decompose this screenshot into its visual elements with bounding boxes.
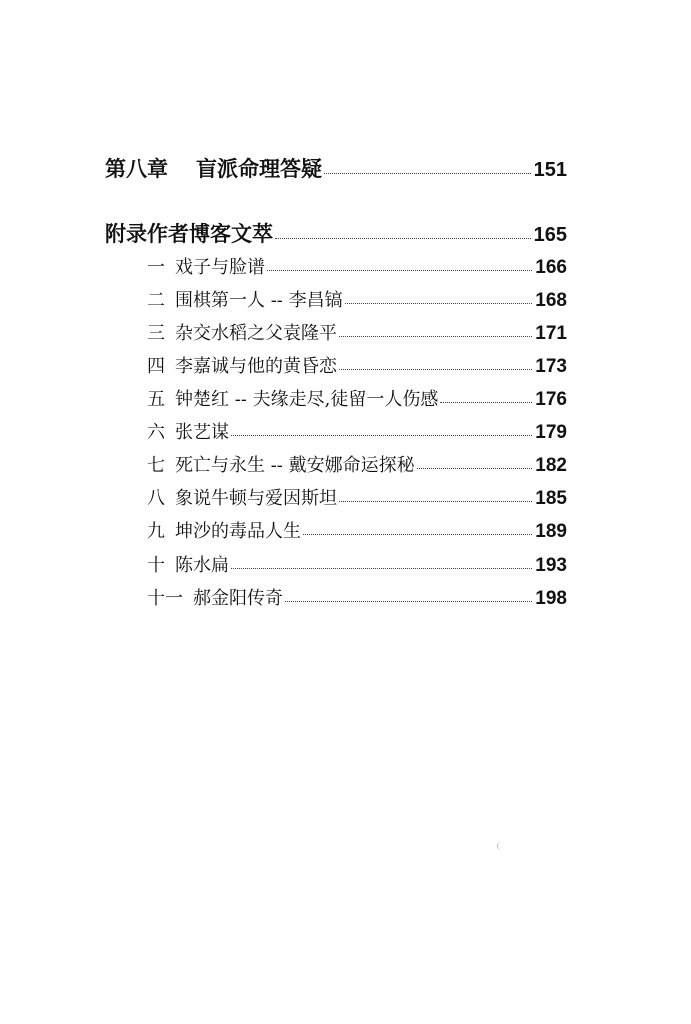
entry-title-group: [147, 352, 337, 378]
entry-title: 象说牛顿与爱因斯坦: [175, 488, 337, 509]
dot-leader: [440, 402, 532, 403]
entry-number: 十: [147, 555, 165, 576]
entry-number: 九: [147, 521, 165, 542]
page-number: 168: [535, 290, 567, 311]
entry-number: 七: [147, 455, 165, 476]
dot-leader: [285, 601, 532, 602]
chapter-number: 第八章: [105, 157, 168, 181]
appendix-title: 附录作者博客文萃: [105, 222, 273, 246]
entry-title: 戏子与脸谱: [175, 257, 265, 278]
chapter-title: 盲派命理答疑: [196, 157, 322, 181]
toc-entry-item[interactable]: [147, 418, 567, 444]
entry-title-group: [147, 319, 337, 345]
toc-entry-item[interactable]: [147, 286, 567, 312]
toc-entry-chapter-eight[interactable]: [105, 153, 567, 183]
entry-title: 杂交水稻之父袁隆平: [175, 323, 337, 344]
page-number: 182: [535, 455, 567, 476]
entry-title: 坤沙的毒品人生: [175, 521, 301, 542]
dot-leader: [324, 173, 531, 174]
page-number: 166: [535, 257, 567, 278]
dot-leader: [275, 238, 531, 239]
entry-title-group: [147, 418, 229, 444]
entry-number: 六: [147, 422, 165, 443]
dot-leader: [339, 501, 532, 502]
toc-entry-item[interactable]: [147, 484, 567, 510]
dot-leader: [339, 369, 532, 370]
toc-entry-item[interactable]: [147, 385, 567, 411]
page-number: 176: [535, 389, 567, 410]
page-number: 173: [535, 356, 567, 377]
dot-leader: [339, 336, 532, 337]
entry-number: 八: [147, 488, 165, 509]
entry-title-group: [147, 584, 283, 610]
entry-number: 十一: [147, 588, 183, 609]
entry-title-group: [147, 451, 415, 477]
page-number: 171: [535, 323, 567, 344]
entry-title: 围棋第一人 -- 李昌镐: [175, 290, 343, 311]
toc-entry-item[interactable]: [147, 451, 567, 477]
page-number: 179: [535, 422, 567, 443]
toc-entry-item[interactable]: [147, 584, 567, 610]
entry-title: 钟楚红 -- 夫缘走尽,徒留一人伤感: [175, 389, 439, 410]
entry-number: 二: [147, 290, 165, 311]
page-number: 185: [535, 488, 567, 509]
entry-title-group: [147, 517, 301, 543]
entry-title-group: [147, 385, 438, 411]
page-number: 165: [533, 224, 567, 246]
page-number: 198: [535, 588, 567, 609]
entry-title: 张艺谋: [175, 422, 229, 443]
entry-title-group: [147, 286, 343, 312]
chapter-heading: [105, 153, 322, 183]
toc-entry-appendix[interactable]: [105, 218, 567, 248]
dot-leader: [267, 270, 532, 271]
entry-title-group: [147, 253, 265, 279]
dot-leader: [303, 534, 532, 535]
dot-leader: [231, 435, 532, 436]
entry-title-group: [147, 551, 229, 577]
toc-entry-item[interactable]: [147, 551, 567, 577]
entry-number: 四: [147, 356, 165, 377]
page-number: 151: [533, 159, 567, 181]
entry-title: 陈水扁: [175, 555, 229, 576]
entry-title: 李嘉诚与他的黄昏恋: [175, 356, 337, 377]
page-number: 189: [535, 521, 567, 542]
dot-leader: [345, 303, 533, 304]
entry-title-group: [147, 484, 337, 510]
scan-speck: [497, 842, 502, 850]
toc-entry-item[interactable]: [147, 253, 567, 279]
entry-title: 死亡与永生 -- 戴安娜命运探秘: [175, 455, 415, 476]
dot-leader: [231, 568, 532, 569]
toc-entry-item[interactable]: [147, 319, 567, 345]
entry-number: 三: [147, 323, 165, 344]
entry-number: 一: [147, 257, 165, 278]
dot-leader: [417, 468, 533, 469]
page-number: 193: [535, 555, 567, 576]
toc-entry-item[interactable]: [147, 352, 567, 378]
toc-entry-item[interactable]: [147, 517, 567, 543]
entry-number: 五: [147, 389, 165, 410]
entry-title: 郝金阳传奇: [193, 588, 283, 609]
